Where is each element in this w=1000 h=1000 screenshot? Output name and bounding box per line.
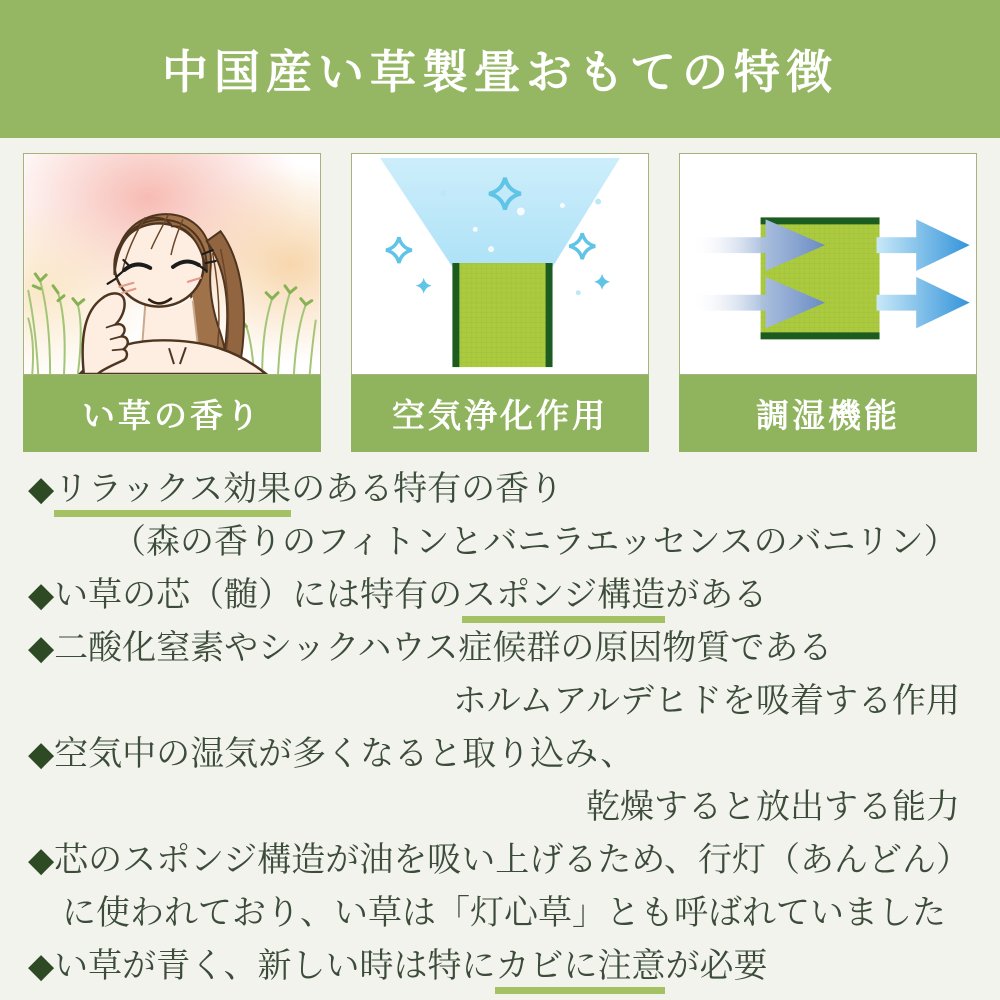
text-segment: に使われており、い草は「灯心草」とも呼ばれていました bbox=[62, 894, 946, 932]
humidity-arrows-illustration bbox=[679, 153, 977, 375]
panel-air-purification bbox=[351, 153, 649, 452]
feature-line bbox=[0, 834, 1000, 887]
underlined-text: カビに注意 bbox=[495, 947, 665, 994]
humidity-arrows-icon bbox=[680, 154, 976, 374]
feature-line bbox=[0, 887, 1000, 940]
underlined-text: リラックス効果 bbox=[54, 470, 291, 517]
text-segment: ホルムアルデヒドを吸着する作用 bbox=[452, 682, 960, 720]
woman-relaxing-illustration bbox=[23, 153, 321, 375]
bullet-diamond-icon: ◆ bbox=[28, 576, 55, 614]
air-purification-illustration bbox=[351, 153, 649, 375]
page-title: 中国産い草製畳おもての特徴 bbox=[162, 46, 838, 98]
panel-igusa-scent bbox=[23, 153, 321, 452]
panel-label: 調湿機能 bbox=[756, 397, 900, 434]
panel-label: い草の香り bbox=[82, 397, 262, 434]
feature-line bbox=[0, 781, 1000, 834]
feature-line bbox=[0, 516, 1000, 569]
feature-list bbox=[0, 452, 1000, 993]
text-segment: 乾燥すると放出する能力 bbox=[586, 788, 960, 826]
text-segment: 二酸化窒素やシックハウス症候群の原因物質である bbox=[54, 629, 833, 667]
text-segment: のある特有の香り bbox=[291, 470, 564, 508]
feature-panels bbox=[0, 153, 1000, 452]
woman-relaxing-icon bbox=[24, 154, 320, 374]
feature-line bbox=[0, 675, 1000, 728]
title-banner bbox=[0, 0, 1000, 138]
panel-label-band bbox=[23, 375, 321, 452]
feature-line bbox=[0, 622, 1000, 675]
feature-line bbox=[0, 728, 1000, 781]
text-segment: 空気中の湿気が多くなると取り込み、 bbox=[54, 735, 635, 773]
underlined-text: スポンジ構造 bbox=[462, 576, 665, 623]
bullet-diamond-icon: ◆ bbox=[28, 470, 55, 508]
air-purification-icon bbox=[352, 154, 648, 374]
text-segment: （森の香りのフィトンとバニラエッセンスのバニリン） bbox=[112, 523, 958, 561]
bullet-diamond-icon: ◆ bbox=[28, 629, 55, 667]
panel-label-band bbox=[679, 375, 977, 452]
panel-label-band bbox=[351, 375, 649, 452]
bullet-diamond-icon: ◆ bbox=[28, 841, 55, 879]
feature-line bbox=[0, 940, 1000, 993]
feature-line bbox=[0, 569, 1000, 622]
bullet-diamond-icon: ◆ bbox=[28, 735, 55, 773]
text-segment: がある bbox=[665, 576, 768, 614]
text-segment: 芯のスポンジ構造が油を吸い上げるため、行灯（あんどん） bbox=[54, 841, 970, 879]
text-segment: い草が青く、新しい時は特に bbox=[54, 947, 496, 985]
panel-label: 空気浄化作用 bbox=[392, 397, 608, 434]
text-segment: い草の芯（髄）には特有の bbox=[54, 576, 463, 614]
feature-line bbox=[0, 463, 1000, 516]
panel-humidity-control bbox=[679, 153, 977, 452]
text-segment: が必要 bbox=[665, 947, 768, 985]
bullet-diamond-icon: ◆ bbox=[28, 947, 55, 985]
